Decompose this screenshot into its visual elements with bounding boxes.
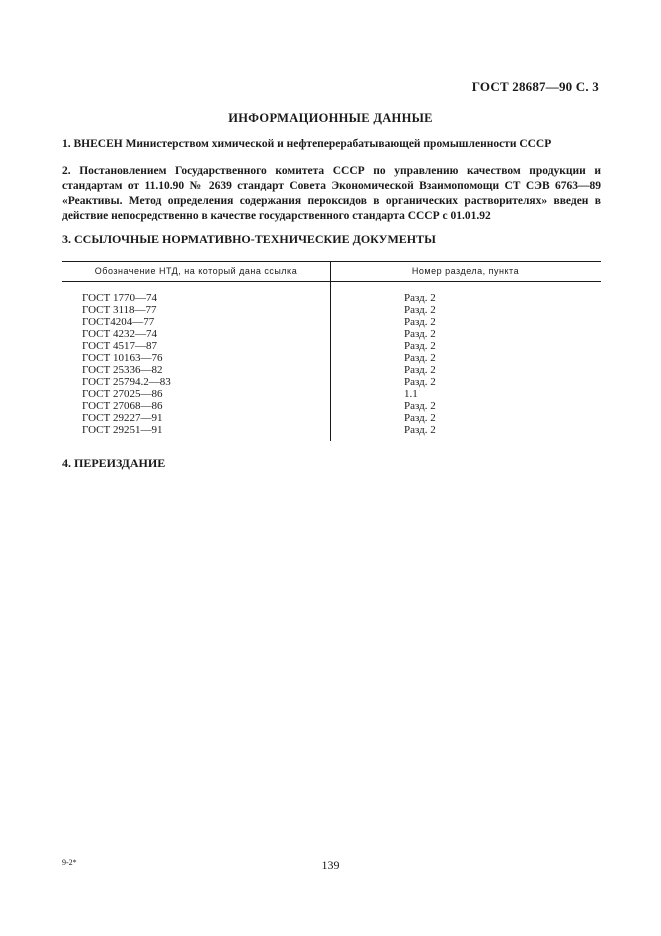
table-cell-section: Разд. 2 xyxy=(404,412,436,424)
table-row xyxy=(62,412,601,424)
table-header-document: Обозначение НТД, на который дана ссылка xyxy=(94,266,298,276)
table-cell-document: ГОСТ 25794.2—83 xyxy=(82,376,171,388)
item-resolution: 2. Постановлением Государственного комитета СССР по управлению качеством продукции и стандартам от 11.10.90 № 2639 стандарт Совета Экономической Взаимопомощи СТ СЭВ 6763—89 «Реактивы. Метод определения содержания пероксидов в органических растворителях» введен в действие непосредственно в качестве государственного стандарта СССР с 01.01.92 xyxy=(62,165,601,222)
table-top-rule xyxy=(62,261,601,262)
table-cell-document: ГОСТ 27025—86 xyxy=(82,388,163,400)
table-row xyxy=(62,400,601,412)
table-cell-document: ГОСТ 29251—91 xyxy=(82,424,163,436)
table-cell-section: Разд. 2 xyxy=(404,304,436,316)
table-cell-section: Разд. 2 xyxy=(404,424,436,436)
table-cell-section: Разд. 2 xyxy=(404,364,436,376)
references-table xyxy=(62,261,601,441)
table-cell-section: 1.1 xyxy=(404,388,418,400)
table-row xyxy=(62,292,601,304)
table-row xyxy=(62,352,601,364)
footer-mark: 9-2* xyxy=(62,858,77,867)
table-cell-document: ГОСТ 27068—86 xyxy=(82,400,163,412)
table-row xyxy=(62,340,601,352)
table-header-section: Номер раздела, пункта xyxy=(411,266,520,276)
table-cell-document: ГОСТ 4232—74 xyxy=(82,328,157,340)
table-cell-section: Разд. 2 xyxy=(404,400,436,412)
item-introduced-by: 1. ВНЕСЕН Министерством химической и нефтеперерабатывающей промышленности СССР xyxy=(62,138,552,150)
table-header-rule xyxy=(62,281,601,282)
item-references-heading: 3. ССЫЛОЧНЫЕ НОРМАТИВНО-ТЕХНИЧЕСКИЕ ДОКУМЕНТЫ xyxy=(62,232,436,246)
standard-code: ГОСТ 28687—90 С. 3 xyxy=(471,79,599,94)
table-row xyxy=(62,328,601,340)
table-cell-section: Разд. 2 xyxy=(404,292,436,304)
table-body xyxy=(62,292,601,436)
table-row xyxy=(62,304,601,316)
page-number: 139 xyxy=(321,858,340,872)
item-reissue: 4. ПЕРЕИЗДАНИЕ xyxy=(62,456,166,470)
table-cell-section: Разд. 2 xyxy=(404,376,436,388)
table-row xyxy=(62,388,601,400)
table-cell-document: ГОСТ 3118—77 xyxy=(82,304,157,316)
table-cell-document: ГОСТ 10163—76 xyxy=(82,352,163,364)
table-cell-section: Разд. 2 xyxy=(404,328,436,340)
table-row xyxy=(62,424,601,436)
table-row xyxy=(62,376,601,388)
table-cell-document: ГОСТ 25336—82 xyxy=(82,364,163,376)
table-cell-document: ГОСТ 1770—74 xyxy=(82,292,157,304)
table-row xyxy=(62,316,601,328)
table-cell-document: ГОСТ 4517—87 xyxy=(82,340,157,352)
table-cell-section: Разд. 2 xyxy=(404,316,436,328)
section-title: ИНФОРМАЦИОННЫЕ ДАННЫЕ xyxy=(228,111,433,125)
table-cell-document: ГОСТ 29227—91 xyxy=(82,412,163,424)
table-cell-document: ГОСТ4204—77 xyxy=(82,316,155,328)
table-cell-section: Разд. 2 xyxy=(404,352,436,364)
table-row xyxy=(62,364,601,376)
table-cell-section: Разд. 2 xyxy=(404,340,436,352)
